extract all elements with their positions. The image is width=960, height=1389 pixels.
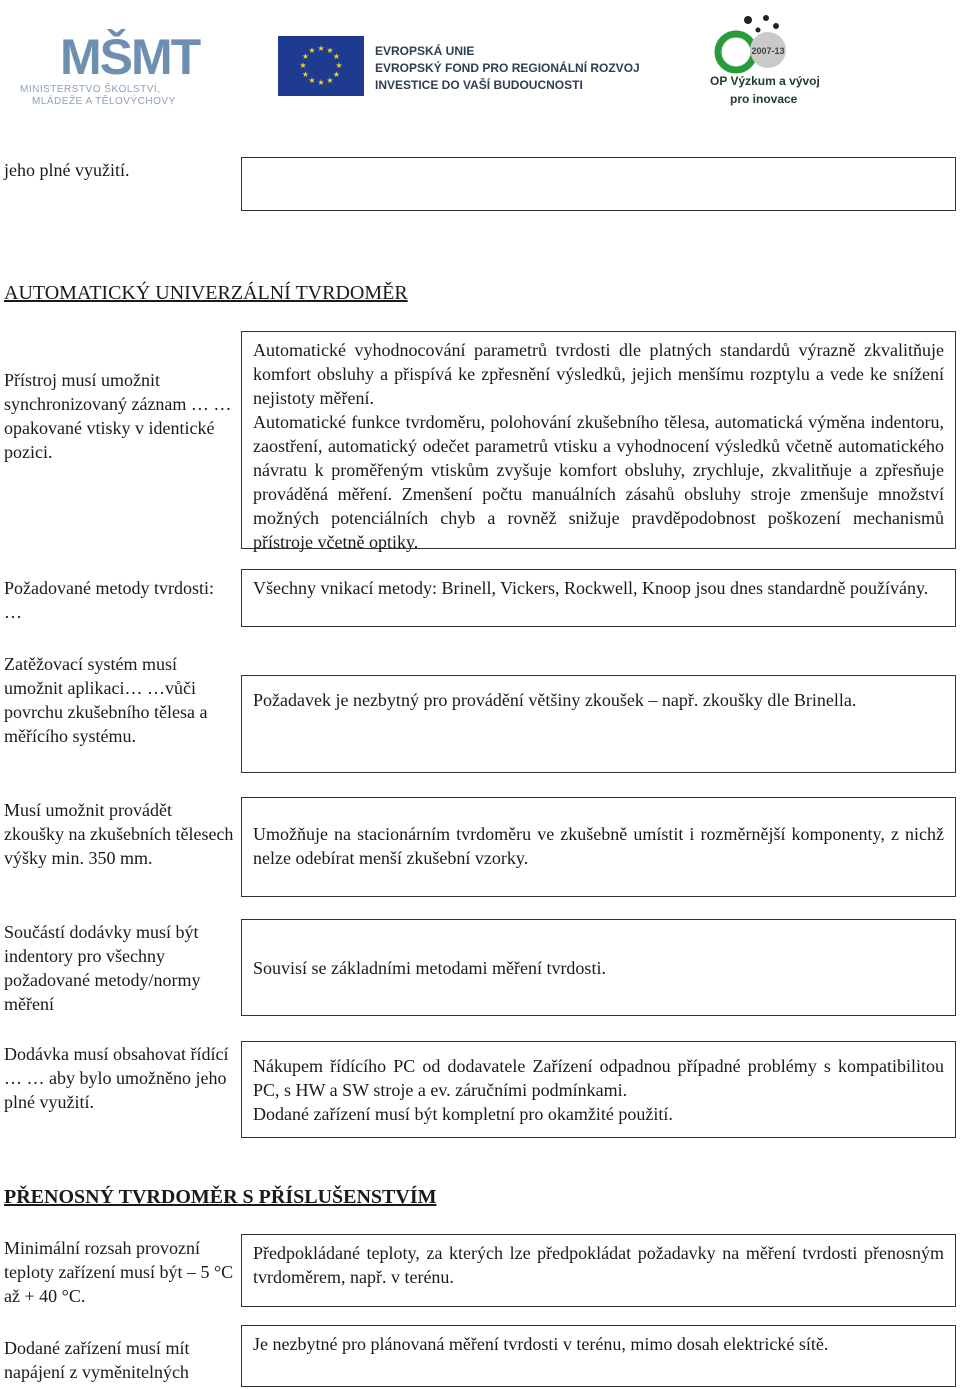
svg-text:★: ★ [301,52,310,61]
svg-text:★: ★ [326,76,334,85]
op-logo-emblem-icon [706,14,826,76]
justification-box [241,1234,956,1307]
svg-text:★: ★ [335,61,343,70]
svg-text:★: ★ [308,46,316,55]
requirement-label: Dodávka musí obsahovat řídící … … aby bylo umožněno jeho plné využití. [4,1044,229,1112]
svg-text:★: ★ [301,70,310,79]
section-heading-automatic: AUTOMATICKÝ UNIVERZÁLNÍ TVRDOMĚR [4,282,408,304]
requirement-label: Požadované metody tvrdosti: … [4,578,214,622]
svg-text:★: ★ [308,76,316,85]
justification-box [241,675,956,773]
msmt-logo [20,28,200,108]
justification-paragraph: Dodané zařízení musí být kompletní pro okamžité použití. [253,1104,673,1124]
requirement-label: Musí umožnit provádět zkoušky na zkušebních tělesech výšky min. 350 mm. [4,800,234,868]
eu-logo-line2: EVROPSKÝ FOND PRO REGIONÁLNÍ ROZVOJ [375,61,640,75]
svg-text:★: ★ [326,46,334,55]
justification-box [241,569,956,627]
op-logo-line1: OP Výzkum a vývoj [710,74,820,88]
requirement-label: Přístroj musí umožnit synchronizovaný záznam … …opakované vtisky v identické pozici. [4,370,232,462]
continued-empty-box [241,157,956,211]
justification-box [241,1325,956,1387]
continued-label: jeho plné využití. [4,160,130,180]
op-logo-line2: pro inovace [730,92,798,106]
justification-paragraph: Všechny vnikací metody: Brinell, Vickers, Rockwell, Knoop jsou dnes standardně používány. [253,578,929,598]
requirement-label: Součástí dodávky musí být indentory pro všechny požadované metody/normy měření [4,922,201,1014]
msmt-logo-text-line2: MLÁDEŽE A TĚLOVÝCHOVY [32,96,176,107]
op-vavpi-logo [706,14,826,110]
justification-paragraph: Automatické funkce tvrdoměru, polohování zkušebního tělesa, automatická výměna indentoru, zaostření, automatický odečet parametrů vtisku a vyhodnocení výsledků včetně automatického návratu k proměřeným vtiskům zvyšuje komfort obsluhy, zrychluje, zkvalitňuje a zpřesňuje prováděná měření. Zmenšení počtu manuálních zásahů obsluhy stroje zmenšuje množství možných potenciálních chyb a rovněž snižuje pravděpodobnost poškození mechanismů přístroje včetně optiky. [253,412,944,552]
svg-text:★: ★ [317,78,325,87]
justification-paragraph: Požadavek je nezbytný pro provádění většiny zkoušek – např. zkoušky dle Brinella. [253,690,857,710]
eu-logo-line3: INVESTICE DO VAŠÍ BUDOUCNOSTI [375,78,583,92]
eu-flag-icon [278,36,364,96]
msmt-logo-text-line1: MINISTERSTVO ŠKOLSTVÍ, [20,84,161,95]
svg-text:★: ★ [299,61,307,70]
requirement-label: Dodané zařízení musí mít napájení z vyměnitelných [4,1338,190,1382]
requirement-label: Minimální rozsah provozní teploty zařízení musí být – 5 °C až + 40 °C. [4,1238,234,1306]
svg-text:★: ★ [332,70,341,79]
justification-paragraph: Je nezbytné pro plánovaná měření tvrdosti v terénu, mimo dosah elektrické sítě. [253,1334,829,1354]
justification-paragraph: Souvisí se základními metodami měření tvrdosti. [253,958,606,978]
justification-paragraph: Automatické vyhodnocování parametrů tvrdosti dle platných standardů výrazně zkvalitňuje komfort obsluhy a přispívá ke zpřesnění výsledků, jejich menšímu rozptylu a vede ke snížení nejistoty měření. [253,340,944,408]
op-logo-years: 2007-13 [751,46,785,56]
svg-text:★: ★ [332,52,341,61]
requirement-label: Zatěžovací systém musí umožnit aplikaci… …vůči povrchu zkušebního tělesa a měřícího systému. [4,654,208,746]
msmt-logo-mark: MŠMT [60,29,200,85]
eu-logo-text [375,43,640,94]
section-heading-portable: PŘENOSNÝ TVRDOMĚR S PŘÍSLUŠENSTVÍM [4,1186,437,1208]
justification-paragraph: Předpokládané teploty, za kterých lze předpokládat požadavky na měření tvrdosti přenosným tvrdoměrem, např. v terénu. [253,1243,944,1287]
svg-text:★: ★ [317,44,325,53]
justification-paragraph: Umožňuje na stacionárním tvrdoměru ve zkušebně umístit i rozměrnější komponenty, z nichž nelze odebírat menší zkušební vzorky. [253,824,944,868]
eu-logo-line1: EVROPSKÁ UNIE [375,44,475,58]
justification-box [241,797,956,897]
justification-paragraph: Nákupem řídícího PC od dodavatele Zařízení odpadnou případné problémy s kompatibilitou PC, s HW a SW stroje a ev. záručními podmínkami. [253,1056,944,1100]
justification-box [241,331,956,552]
justification-box [241,1041,956,1138]
justification-box [241,919,956,1016]
